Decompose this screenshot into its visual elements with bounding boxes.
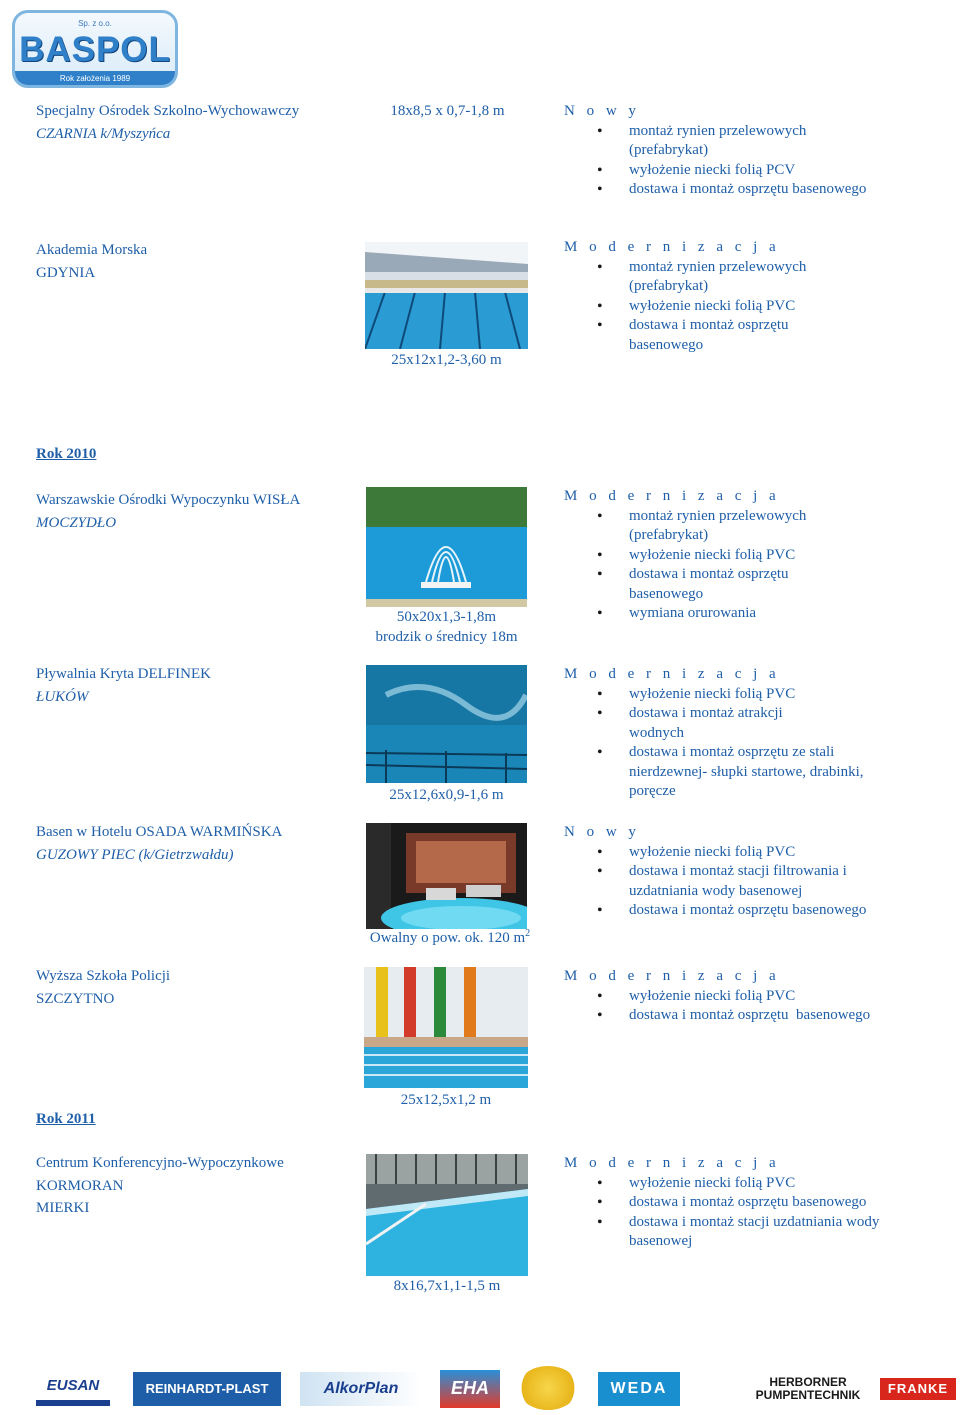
client-name: Pływalnia Kryta DELFINEK [36,666,211,682]
work-item: • dostawa i montaż osprzętu basenowego [564,901,924,921]
client-location: MIERKI [36,1200,90,1216]
entry-7-client [36,1154,284,1219]
work-type: M o d e r n i z a c j a [564,239,780,255]
dimension-line: brodzik o średnicy 18m [375,628,518,645]
client-name: Specjalny Ośrodek Szkolno-Wychowawczy [36,103,300,119]
year-heading-2011: Rok 2011 [36,1111,96,1127]
entry-7-work [564,1154,924,1252]
dimension-superscript: 2 [525,928,531,939]
client-location: ŁUKÓW [36,688,89,705]
client-name: Centrum Konferencyjno-Wypoczynkowe [36,1155,284,1171]
entry-2-photo [365,242,528,349]
work-item: • dostawa i montaż osprzętu basenowego [564,1006,924,1026]
work-list [564,122,924,200]
work-item: • montaż rynien przelewowych (prefabrykat) [564,507,824,546]
work-type: N o w y [564,103,640,119]
client-name-line: KORMORAN [36,1177,124,1194]
work-item: • dostawa i montaż atrakcji wodnych [564,704,804,743]
entry-4-work [564,665,924,802]
work-list [564,258,924,356]
entry-5-photo [366,823,527,929]
entry-6-work [564,967,924,1026]
entry-4-dimensions: 25x12,6x0,9-1,6 m [389,787,504,803]
work-item: • montaż rynien przelewowych (prefabrykat) [564,258,824,297]
work-item: • dostawa i montaż stacji uzdatniania wody basenowej [564,1213,904,1252]
client-location: GDYNIA [36,264,96,281]
baspol-logo [12,10,178,88]
work-item: • wyłożenie niecki folią PVC [564,297,924,317]
dimension-line: 50x20x1,3-1,8m [396,609,497,625]
work-item: • dostawa i montaż osprzętu basenowego [564,316,804,355]
client-name: Akademia Morska [36,242,148,258]
sponsor-logo-eusan: EUSAN [36,1372,110,1406]
work-item: • wyłożenie niecki folią PVC [564,546,924,566]
sponsor-logo-reinhardt-plast: REINHARDT-PLAST [133,1372,281,1406]
work-item: • dostawa i montaż osprzętu basenowego [564,180,924,200]
work-item: • wymiana orurowania [564,604,924,624]
client-location: CZARNIA k/Myszyńca [36,125,171,142]
work-type: N o w y [564,824,640,840]
entry-2-client [36,241,147,283]
entry-4-photo [366,665,527,783]
sponsor-logo-herborner [700,1372,862,1406]
entry-6-client [36,967,170,1009]
client-location: MOCZYDŁO [36,514,117,531]
entry-5-client [36,823,282,865]
work-list [564,843,924,921]
sponsor-logo-round [518,1366,578,1410]
work-item: • wyłożenie niecki folią PCV [564,161,924,181]
client-location: GUZOWY PIEC (k/Gietrzwałdu) [36,846,234,863]
year-heading-2010: Rok 2010 [36,446,97,462]
entry-5-work [564,823,924,921]
entry-3-photo [366,487,527,607]
entry-1-dimensions: 18x8,5 x 0,7-1,8 m [390,103,505,119]
sponsor-logo-alkorplan: AlkorPlan [300,1372,422,1406]
work-list [564,987,924,1026]
work-type: M o d e r n i z a c j a [564,1155,780,1171]
work-item: • wyłożenie niecki folią PVC [564,685,924,705]
logo-top-text: Sp. z o.o. [78,19,112,28]
sponsor-logo-franke: FRANKE [880,1378,956,1400]
work-list [564,1174,924,1252]
work-item: • wyłożenie niecki folią PVC [564,843,924,863]
work-type: M o d e r n i z a c j a [564,488,780,504]
work-item: • wyłożenie niecki folią PVC [564,987,924,1007]
entry-3-work [564,487,924,624]
work-type: M o d e r n i z a c j a [564,968,780,984]
work-item: • dostawa i montaż osprzętu basenowego [564,565,804,604]
work-item: • wyłożenie niecki folią PVC [564,1174,924,1194]
work-item: • dostawa i montaż osprzętu basenowego [564,1193,924,1213]
entry-6-photo [364,967,528,1088]
sponsor-logo-herborner-text: HERBORNER PUMPENTECHNIK [755,1375,861,1402]
logo-wordmark: BASPOL [19,30,171,69]
work-list [564,685,924,802]
client-name: Basen w Hotelu OSADA WARMIŃSKA [36,824,283,840]
entry-1-client [36,102,299,144]
work-list [564,507,924,624]
work-item: • dostawa i montaż osprzętu ze stali nierdzewnej- słupki startowe, drabinki, poręcze [564,743,894,802]
entry-6-dimensions: 25x12,5x1,2 m [400,1092,492,1108]
sponsor-logo-eha: EHA [440,1370,500,1408]
entry-3-client [36,491,300,533]
logo-since-text: Rok założenia 1989 [59,74,131,83]
dimension-text: Owalny o pow. ok. 120 m [369,930,526,946]
client-name: Wyższa Szkoła Policji [36,968,171,984]
entry-4-client [36,665,211,707]
entry-3-dimensions [355,608,538,647]
work-item: • montaż rynien przelewowych (prefabrykat) [564,122,824,161]
entry-7-dimensions: 8x16,7x1,1-1,5 m [393,1278,501,1294]
work-type: M o d e r n i z a c j a [564,666,780,682]
client-location: SZCZYTNO [36,990,115,1007]
entry-5-dimensions [355,929,545,949]
work-item: • dostawa i montaż stacji filtrowania i uzdatniania wody basenowej [564,862,869,901]
entry-2-dimensions: 25x12x1,2-3,60 m [391,352,502,368]
sponsor-logo-weda: WEDA [598,1372,680,1406]
client-name: Warszawskie Ośrodki Wypoczynku WISŁA [36,492,301,508]
entry-7-photo [366,1154,528,1276]
entry-1-work [564,102,924,200]
entry-2-work [564,238,924,355]
